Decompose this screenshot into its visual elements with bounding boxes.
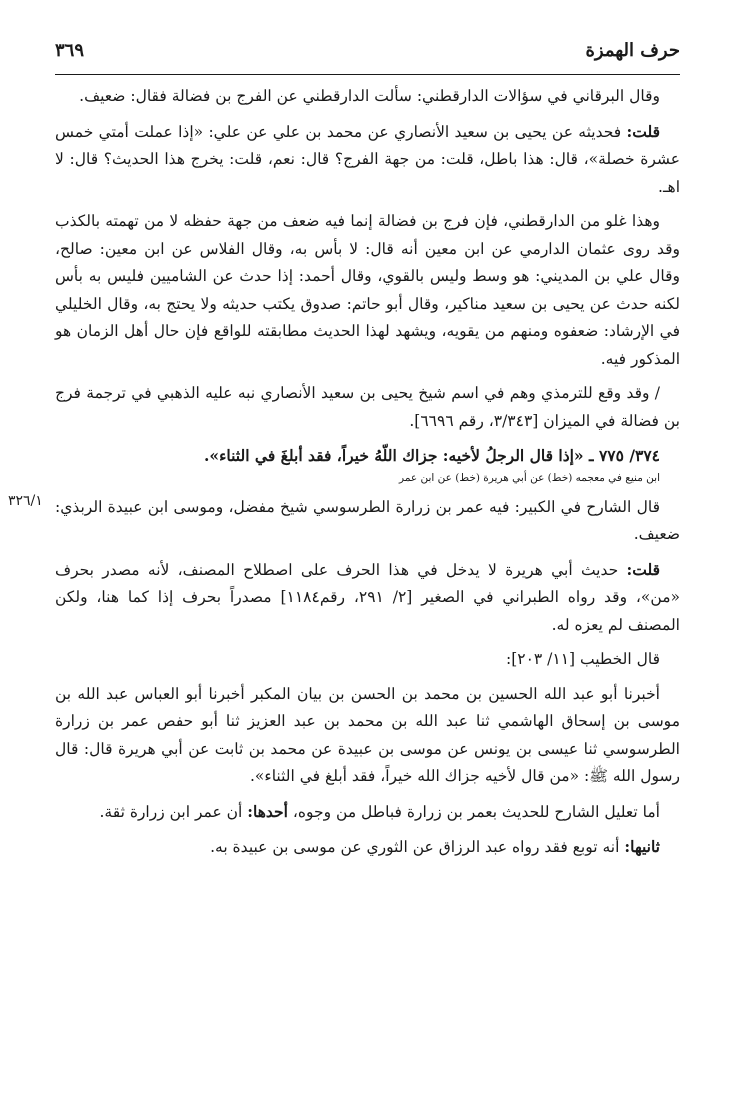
page-number: ٣٦٩ [55, 40, 85, 61]
hadith-text: ٣٧٤/ ٧٧٥ ـ «إذا قال الرجلُ لأخيه: جزاك اللّهُ خيراً، فقد أبلغَ في الثناء». [204, 446, 660, 465]
margin-volume-reference: ٣٢٦/١ [8, 493, 43, 509]
paragraph-thaniha-text: أنه توبع فقد رواه عبد الرزاق عن الثوري عن موسى بن عبيدة به. [210, 838, 620, 856]
paragraph-qultu-1-text: فحديثه عن يحيى بن سعيد الأنصاري عن محمد بن علي عن علي: «إذا عملت أمتي خمس عشرة خصلة»، قال: هذا باطل، قلت: من جهة الفرج؟ قال: نعم، قلت: يخرج هذا الحديث؟ قال: لا اهـ. [55, 122, 680, 196]
paragraph-thaniha [55, 833, 680, 862]
hadith-takhrij: ابن منيع في معجمه (خط) عن أبي هريرة (خط) عن ابن عمر [399, 471, 660, 484]
paragraph-khatib: قال الخطيب [١١/ ٢٠٣]: [505, 650, 660, 668]
ahaduha-label: أحدها: [247, 801, 288, 821]
page-header [55, 40, 680, 75]
qultu-label: قلت: [626, 121, 660, 141]
paragraph-qultu-2-text: حديث أبي هريرة لا يدخل في هذا الحرف على اصطلاح المصنف، لأنه مصدر بحرف «من»، وقد رواه الطبراني في الصغير [٢/ ٢٩١، رقم١١٨٤] مصدراً بحرف إذا كما هنا، ولكن المصنف لم يعزه له. [55, 560, 680, 634]
paragraph-ta3lil [55, 798, 680, 827]
paragraph-tirmidhi-note: / وقد وقع للترمذي وهم في اسم شيخ يحيى بن سعيد الأنصاري نبه عليه الذهبي في ترجمة فرج بن فضالة في الميزان [٣/٣٤٣، رقم ٦٦٩٦]. [55, 384, 680, 430]
paragraph-sharih: قال الشارح في الكبير: فيه عمر بن زرارة الطرسوسي شيخ مفضل، وموسى ابن عبيدة الربذي: ضعيف. [55, 497, 680, 543]
paragraph-barqani: وقال البرقاني في سؤالات الدارقطني: سألت الدارقطني عن الفرج بن فضالة فقال: ضعيف. [79, 87, 660, 105]
qultu-label: قلت: [626, 559, 660, 579]
page-body [55, 83, 680, 862]
paragraph-qultu-2 [55, 556, 680, 640]
book-page [55, 40, 680, 869]
paragraph-ta3lil-rest: أن عمر ابن زرارة ثقة. [99, 802, 243, 821]
thaniha-label: ثانيها: [624, 837, 660, 856]
paragraph-isnad: أخبرنا أبو عبد الله الحسين بن محمد بن الحسن بن بيان المكبر أخبرنا أبو العباس عبد الله بن موسى بن إسحاق الهاشمي ثنا عبد الله بن محمد بن عبد العزيز ثنا أبو حفص عمر بن زرارة الطرسوسي ثنا عيسى بن يونس عن موسى بن عبيدة عن محمد بن ثابت عن أبي هريرة قال: قال رسول الله ﷺ: «من قال لأخيه جزاك الله خيراً، فقد أبلغ في الثناء». [55, 684, 680, 785]
paragraph-ta3lil-text: أما تعليل الشارح للحديث بعمر بن زرارة فباطل من وجوه، [292, 802, 660, 821]
paragraph-ghuluw: وهذا غلو من الدارقطني، فإن فرج بن فضالة إنما فيه ضعف من جهة حفظه لا من تهمته بالكذب وقد روى عثمان الدارمي عن ابن معين أنه قال: لا بأس به، وقال الفلاس عن ابن معين: صالح، وقال علي بن المديني: هو وسط وليس بالقوي، وقال أحمد: إذا حدث عن الشاميين فليس به بأس لكنه حدث عن يحيى بن سعيد مناكير، وقال أبو حاتم: صدوق يكتب حديثه ولا يحتج به، وقال الخليلي في الإرشاد: ضعفوه ومنهم من يقويه، ويشهد لهذا الحديث مطابقته للواقع فإن حال أهل الزمان هو المذكور فيه. [55, 212, 680, 368]
chapter-title: حرف الهمزة [585, 40, 680, 61]
paragraph-qultu-1 [55, 118, 680, 202]
